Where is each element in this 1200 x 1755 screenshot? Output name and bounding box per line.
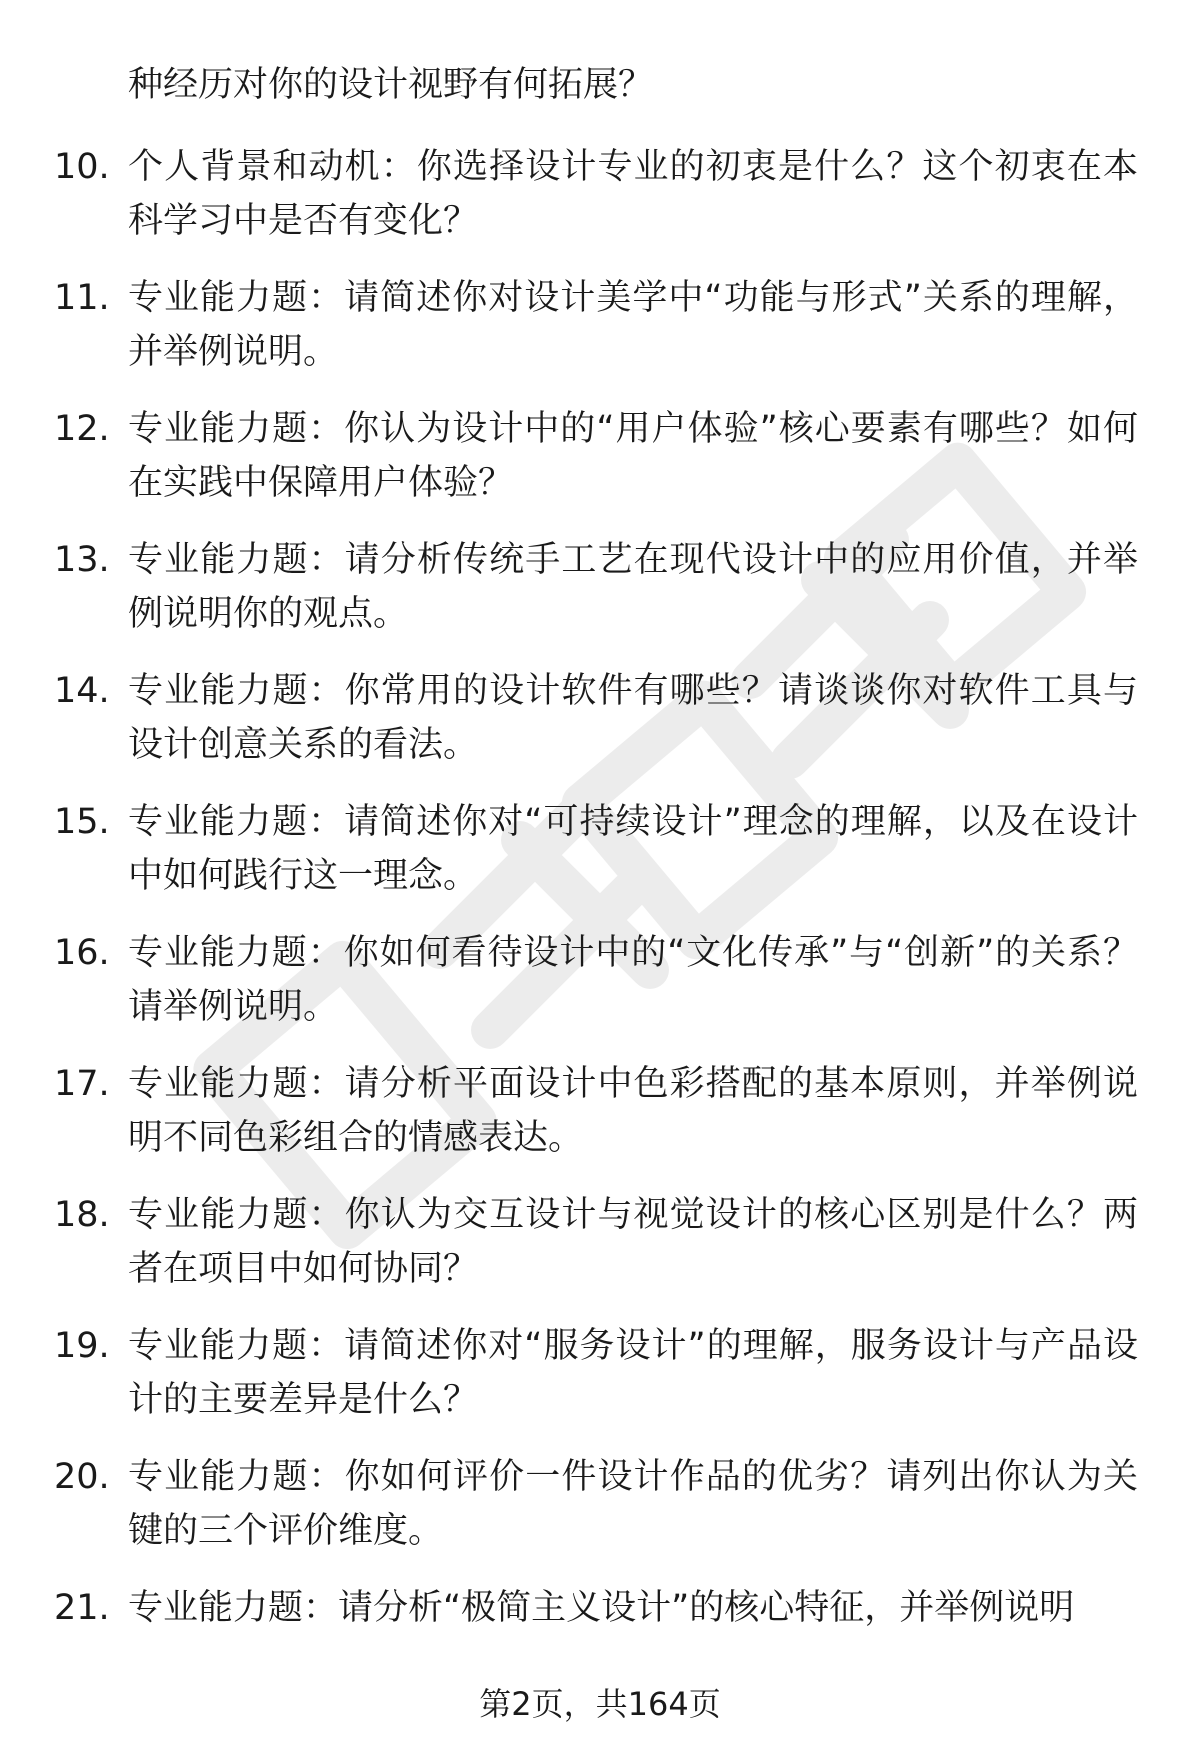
question-text: 专业能力题：请分析平面设计中色彩搭配的基本原则，并举例说明不同色彩组合的情感表达。 [128, 1064, 1138, 1158]
question-text: 专业能力题：你认为交互设计与视觉设计的核心区别是什么？两者在项目中如何协同？ [128, 1195, 1138, 1289]
question-text: 个人背景和动机：你选择设计专业的初衷是什么？这个初衷在本科学习中是否有变化？ [128, 147, 1138, 241]
question-number: 16. [54, 933, 110, 973]
list-item [0, 533, 1200, 664]
question-number: 13. [54, 540, 110, 580]
question-text: 专业能力题：请分析“极简主义设计”的核心特征，并举例说明 [128, 1588, 1075, 1628]
question-number: 21. [54, 1588, 110, 1628]
list-item [0, 664, 1200, 795]
question-text: 专业能力题：请简述你对“服务设计”的理解，服务设计与产品设计的主要差异是什么？ [128, 1326, 1138, 1420]
question-number: 17. [54, 1064, 110, 1104]
question-number: 14. [54, 671, 110, 711]
list-item [0, 1188, 1200, 1319]
continuation-text: 种经历对你的设计视野有何拓展？ [128, 65, 654, 105]
list-item [0, 795, 1200, 926]
question-number: 11. [54, 278, 110, 318]
list-item [0, 926, 1200, 1057]
question-text: 专业能力题：你常用的设计软件有哪些？请谈谈你对软件工具与设计创意关系的看法。 [128, 671, 1138, 765]
question-text: 专业能力题：你认为设计中的“用户体验”核心要素有哪些？如何在实践中保障用户体验？ [128, 409, 1138, 503]
question-number: 15. [54, 802, 110, 842]
list-item [0, 1319, 1200, 1450]
question-text: 专业能力题：请简述你对设计美学中“功能与形式”关系的理解，并举例说明。 [128, 278, 1138, 372]
question-number: 12. [54, 409, 110, 449]
question-text: 专业能力题：请简述你对“可持续设计”理念的理解，以及在设计中如何践行这一理念。 [128, 802, 1138, 896]
list-item [0, 1450, 1200, 1581]
list-item [0, 271, 1200, 402]
question-text: 专业能力题：你如何评价一件设计作品的优劣？请列出你认为关键的三个评价维度。 [128, 1457, 1138, 1551]
list-item [0, 140, 1200, 271]
question-text: 专业能力题：请分析传统手工艺在现代设计中的应用价值，并举例说明你的观点。 [128, 540, 1138, 634]
question-number: 10. [54, 147, 110, 187]
page-number-footer: 第2页，共164页 [479, 1685, 721, 1723]
question-list [0, 140, 1200, 1712]
question-text: 专业能力题：你如何看待设计中的“文化传承”与“创新”的关系？请举例说明。 [128, 933, 1138, 1027]
list-item [0, 402, 1200, 533]
list-item [0, 1057, 1200, 1188]
question-number: 18. [54, 1195, 110, 1235]
question-number: 19. [54, 1326, 110, 1366]
question-number: 20. [54, 1457, 110, 1497]
